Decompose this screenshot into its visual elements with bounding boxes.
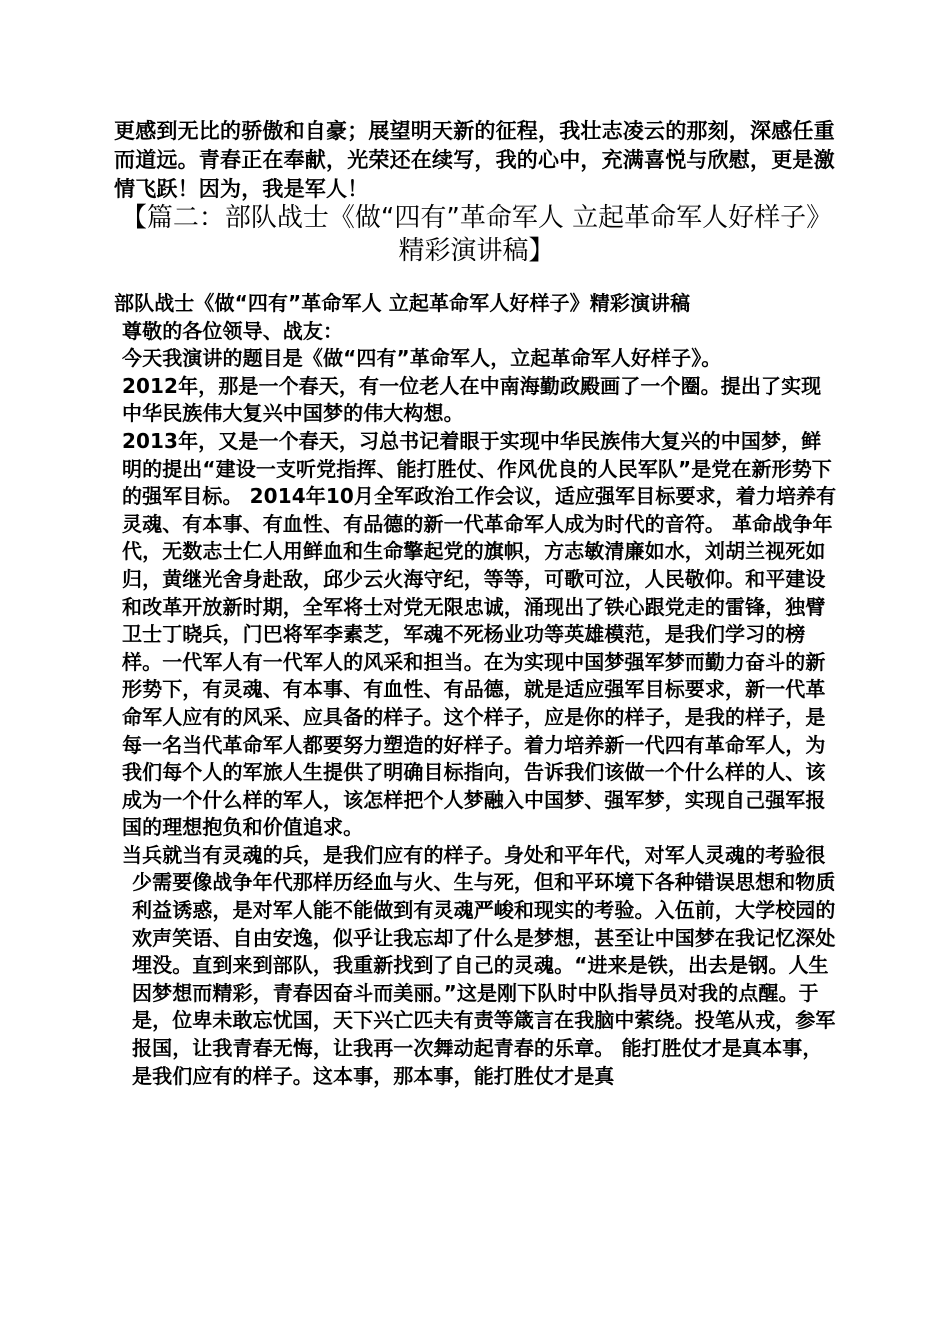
paragraph-2012: 2012年，那是一个春天，有一位老人在中南海勤政殿画了一个圈。提出了实现中华民族伟大复兴中国梦的伟大构想。 [122, 373, 822, 426]
section-heading: 【篇二：部队战士《做“四有”革命军人 立起革命军人好样子》精彩演讲稿】 [120, 203, 833, 266]
paragraph-2013: 2013年，又是一个春天，习总书记着眼于实现中华民族伟大复兴的中国梦，鲜明的提出“建设一支听党指挥、能打胜仗、作风优良的人民军队”是党在新形势下的强军目标。 2014年10月全军政治工作会议，适应强军目标要求，着力培养有灵魂、有本事、有血性、有品德的新一代革命军人成为时代的音符。 革命战争年代，无数志士仁人用鲜血和生命擎起党的旗帜，方志敏清廉如水，刘胡兰视死如归，黄继光舍身赴敌，邱少云火海守纪，等等，可歌可泣，人民敬仰。和平建设和改革开放新时期，全军将士对党无限忠诚，涌现出了铁心跟党走的雷锋，独臂卫士丁晓兵，门巴将军李素芝，军魂不死杨业功等英雄模范，是我们学习的榜样。一代军人有一代军人的风采和担当。在为实现中国梦强军梦而勤力奋斗的新形势下，有灵魂、有本事、有血性、有品德，就是适应强军目标要求，新一代革命军人应有的风采、应具备的样子。这个样子，应是你的样子，是我的样子，是每一名当代革命军人都要努力塑造的好样子。着力培养新一代四有革命军人，为我们每个人的军旅人生提供了明确目标指向，告诉我们该做一个什么样的人、该成为一个什么样的军人，该怎样把个人梦融入中国梦、强军梦，实现自己强军报国的理想抱负和价值追求。 [122, 428, 837, 840]
speech-body [114, 290, 839, 1090]
speech-title: 部队战士《做“四有”革命军人 立起革命军人好样子》精彩演讲稿 [114, 291, 691, 315]
paragraph-soul-continued: 少需要像战争年代那样历经血与火、生与死，但和平环境下各种错误思想和物质利益诱惑，是对军人能不能做到有灵魂严峻和现实的考验。入伍前，大学校园的欢声笑语、自由安逸，似乎让我忘却了什么是梦想，甚至让中国梦在我记忆深处埋没。直到来到部队，我重新找到了自己的灵魂。“进来是铁，出去是钢。人生因梦想而精彩，青春因奋斗而美丽。”这是刚下队时中队指导员对我的点醒。于是，位卑未敢忘忧国，天下兴亡匹夫有责等箴言在我脑中萦绕。投笔从戎，参军报国，让我青春无悔，让我再一次舞动起青春的乐章。 能打胜仗才是真本事，是我们应有的样子。这本事，那本事，能打胜仗才是真 [132, 870, 836, 1088]
speech-topic: 今天我演讲的题目是《做“四有”革命军人，立起革命军人好样子》。 [122, 346, 722, 371]
paragraph-soul: 当兵就当有灵魂的兵，是我们应有的样子。身处和平年代，对军人灵魂的考验很 [122, 842, 826, 867]
speech-greeting: 尊敬的各位领导、战友： [122, 318, 344, 343]
intro-paragraph: 更感到无比的骄傲和自豪；展望明天新的征程，我壮志凌云的那刻，深感任重而道远。青春正在奉献，光荣还在续写，我的心中，充满喜悦与欣慰，更是激情飞跃！因为，我是军人！ [114, 119, 835, 201]
